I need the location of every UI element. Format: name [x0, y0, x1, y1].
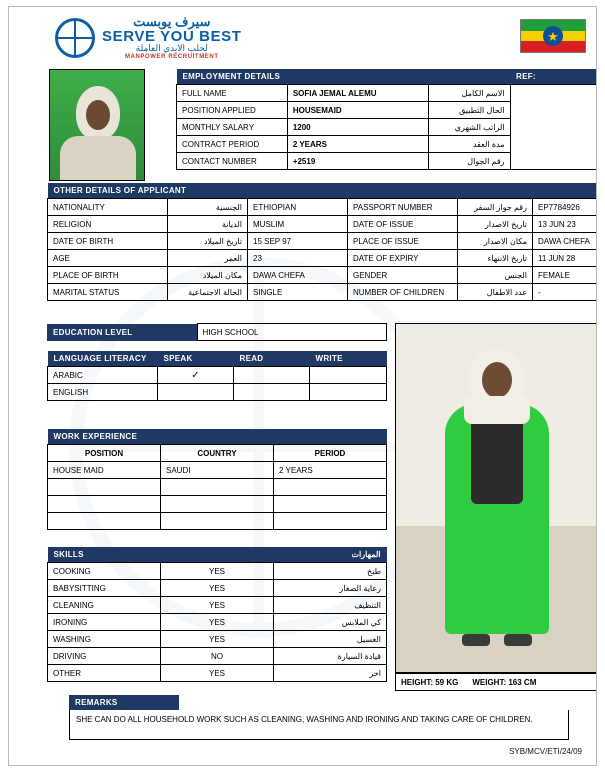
document-header [9, 7, 597, 63]
passport-number-label: PASSPORT NUMBER [348, 199, 458, 216]
work-row-3-position [48, 513, 161, 530]
language-arabic-write [310, 367, 387, 384]
flag-star-icon: ★ [543, 26, 563, 46]
skill-driving-label: DRIVING [48, 648, 161, 665]
work-col-period: PERIOD [274, 445, 387, 462]
table-row [48, 479, 387, 496]
date-of-birth-label: DATE OF BIRTH [48, 233, 168, 250]
skill-other-label: OTHER [48, 665, 161, 682]
language-english-read [234, 384, 310, 401]
religion-value: MUSLIM [248, 216, 348, 233]
full-name-label: FULL NAME [177, 85, 288, 102]
table-row [48, 233, 598, 250]
language-name-english: ENGLISH [48, 384, 158, 401]
date-of-birth-arabic: تاريخ الميلاد [168, 233, 248, 250]
number-of-children-label: NUMBER OF CHILDREN [348, 284, 458, 301]
skills-title-arabic: المهارات [274, 547, 387, 563]
work-col-country: COUNTRY [161, 445, 274, 462]
position-applied-value: HOUSEMAID [287, 102, 428, 119]
table-row [48, 614, 387, 631]
work-row-3-period [274, 513, 387, 530]
table-row [48, 250, 598, 267]
education-level-table [47, 323, 387, 341]
table-row [48, 513, 387, 530]
language-literacy-title: LANGUAGE LITERACY [48, 351, 158, 367]
table-row [48, 648, 387, 665]
brand-tagline: MANPOWER RECRUITMENT [124, 53, 219, 60]
monthly-salary-label: MONTHLY SALARY [177, 119, 288, 136]
marital-status-arabic: الحالة الاجتماعية [168, 284, 248, 301]
skills-title: SKILLS [48, 547, 274, 563]
language-col-speak: SPEAK [158, 351, 234, 367]
gender-value: FEMALE [533, 267, 598, 284]
table-row [48, 597, 387, 614]
skill-other-arabic: اخر [274, 665, 387, 682]
table-row [177, 85, 598, 102]
work-row-1-position [48, 479, 161, 496]
contact-number-label: CONTACT NUMBER [177, 153, 288, 170]
skill-cleaning-label: CLEANING [48, 597, 161, 614]
language-literacy-table [47, 351, 387, 401]
date-of-expiry-arabic: تاريخ الانتهاء [458, 250, 533, 267]
table-row [48, 367, 387, 384]
work-row-3-country [161, 513, 274, 530]
skill-cleaning-arabic: التنظيف [274, 597, 387, 614]
remarks-text: SHE CAN DO ALL HOUSEHOLD WORK SUCH AS CLEANING, WASHING AND IRONING AND TAKING CARE OF CHILDREN. [69, 710, 569, 740]
ref-label: REF: [510, 69, 597, 85]
language-col-read: READ [234, 351, 310, 367]
contract-period-label: CONTRACT PERIOD [177, 136, 288, 153]
table-row [48, 267, 598, 284]
skills-table [47, 547, 387, 682]
skill-driving-arabic: قيادة السيارة [274, 648, 387, 665]
place-of-birth-arabic: مكان الميلاد [168, 267, 248, 284]
brand-arabic-sub: لجلب الايدي العاملة [135, 43, 208, 54]
skill-cooking-arabic: طبخ [274, 563, 387, 580]
skill-cooking-label: COOKING [48, 563, 161, 580]
work-experience-table [47, 429, 387, 530]
number-of-children-value: - [533, 284, 598, 301]
position-applied-arabic: الحال التطبيق [428, 102, 510, 119]
ethiopia-flag-icon [520, 19, 586, 53]
date-of-expiry-label: DATE OF EXPIRY [348, 250, 458, 267]
contract-period-arabic: مدة العقد [428, 136, 510, 153]
skill-babysitting-arabic: رعاية الصغار [274, 580, 387, 597]
table-row [48, 496, 387, 513]
date-of-issue-label: DATE OF ISSUE [348, 216, 458, 233]
contact-number-arabic: رقم الجوال [428, 153, 510, 170]
work-row-0-position: HOUSE MAID [48, 462, 161, 479]
skill-ironing-arabic: كي الملابس [274, 614, 387, 631]
document-reference-code: SYB/MCV/ETI/24/09 [509, 747, 582, 756]
passport-number-value: EP7784926 [533, 199, 598, 216]
contract-period-value: 2 YEARS [287, 136, 428, 153]
skill-ironing-label: IRONING [48, 614, 161, 631]
work-row-1-country [161, 479, 274, 496]
work-experience-title: WORK EXPERIENCE [48, 429, 387, 445]
brand-arabic-name: سيرف يوبست [133, 14, 211, 29]
remarks-title: REMARKS [69, 695, 179, 710]
globe-icon [55, 18, 95, 58]
weight-value: WEIGHT: 163 CM [472, 677, 537, 687]
height-value: HEIGHT: 59 KG [401, 677, 459, 687]
table-row [48, 199, 598, 216]
table-row [48, 384, 387, 401]
place-of-birth-label: PLACE OF BIRTH [48, 267, 168, 284]
remarks-section [69, 695, 569, 740]
table-row [48, 216, 598, 233]
skill-cooking-value: YES [161, 563, 274, 580]
language-english-write [310, 384, 387, 401]
language-arabic-speak: ✓ [158, 367, 234, 384]
measurements-row [395, 673, 597, 691]
employment-details-title: EMPLOYMENT DETAILS [177, 69, 511, 85]
contact-number-value: +2519 [287, 153, 428, 170]
skill-washing-arabic: الغسيل [274, 631, 387, 648]
place-of-issue-value: DAWA CHEFA [533, 233, 598, 250]
other-details-title: OTHER DETAILS OF APPLICANT [48, 183, 348, 199]
education-level-title: EDUCATION LEVEL [47, 324, 197, 341]
religion-arabic: الديانة [168, 216, 248, 233]
monthly-salary-arabic: الراتب الشهري [428, 119, 510, 136]
gender-label: GENDER [348, 267, 458, 284]
language-col-write: WRITE [310, 351, 387, 367]
brand-english-name: SERVE YOU BEST [102, 27, 242, 45]
number-of-children-arabic: عدد الاطفال [458, 284, 533, 301]
company-logo [55, 15, 242, 60]
education-level-value: HIGH SCHOOL [197, 324, 387, 341]
full-name-arabic: الاسم الكامل [428, 85, 510, 102]
date-of-issue-value: 13 JUN 23 [533, 216, 598, 233]
employment-details-table [176, 69, 597, 170]
place-of-birth-value: DAWA CHEFA [248, 267, 348, 284]
monthly-salary-value: 1200 [287, 119, 428, 136]
date-of-issue-arabic: تاريخ الاصدار [458, 216, 533, 233]
skill-driving-value: NO [161, 648, 274, 665]
table-row [48, 631, 387, 648]
passport-number-arabic: رقم جواز السفر [458, 199, 533, 216]
other-details-table [47, 183, 597, 301]
work-row-2-period [274, 496, 387, 513]
age-arabic: العمر [168, 250, 248, 267]
skill-washing-label: WASHING [48, 631, 161, 648]
language-english-speak [158, 384, 234, 401]
work-row-2-country [161, 496, 274, 513]
age-value: 23 [248, 250, 348, 267]
skill-cleaning-value: YES [161, 597, 274, 614]
table-row [48, 665, 387, 682]
table-row [48, 462, 387, 479]
skill-babysitting-label: BABYSITTING [48, 580, 161, 597]
work-row-0-country: SAUDI [161, 462, 274, 479]
date-of-birth-value: 15 SEP 97 [248, 233, 348, 250]
work-row-2-position [48, 496, 161, 513]
place-of-issue-label: PLACE OF ISSUE [348, 233, 458, 250]
language-name-arabic: ARABIC [48, 367, 158, 384]
cv-sheet [8, 6, 597, 766]
skill-babysitting-value: YES [161, 580, 274, 597]
date-of-expiry-value: 11 JUN 28 [533, 250, 598, 267]
table-row [48, 284, 598, 301]
ref-value [510, 85, 597, 170]
skill-ironing-value: YES [161, 614, 274, 631]
marital-status-value: SINGLE [248, 284, 348, 301]
place-of-issue-arabic: مكان الاصدار [458, 233, 533, 250]
work-row-0-period: 2 YEARS [274, 462, 387, 479]
work-row-1-period [274, 479, 387, 496]
work-col-position: POSITION [48, 445, 161, 462]
skill-other-value: YES [161, 665, 274, 682]
age-label: AGE [48, 250, 168, 267]
applicant-full-body-photo [395, 323, 597, 673]
nationality-value: ETHIOPIAN [248, 199, 348, 216]
applicant-passport-photo [49, 69, 145, 181]
nationality-label: NATIONALITY [48, 199, 168, 216]
nationality-arabic: الجنسية [168, 199, 248, 216]
position-applied-label: POSITION APPLIED [177, 102, 288, 119]
table-row [48, 563, 387, 580]
skill-washing-value: YES [161, 631, 274, 648]
full-name-value: SOFIA JEMAL ALEMU [287, 85, 428, 102]
language-arabic-read [234, 367, 310, 384]
marital-status-label: MARITAL STATUS [48, 284, 168, 301]
gender-arabic: الجنس [458, 267, 533, 284]
table-row [48, 580, 387, 597]
religion-label: RELIGION [48, 216, 168, 233]
